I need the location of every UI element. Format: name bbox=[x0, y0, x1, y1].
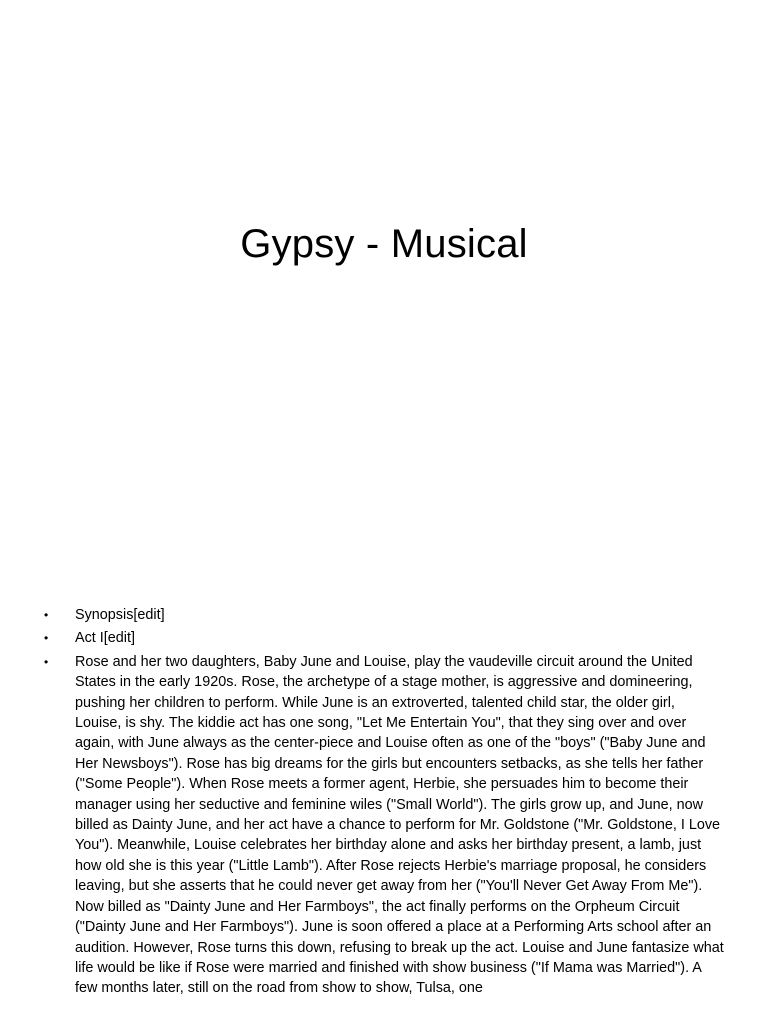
slide-title: Gypsy - Musical bbox=[240, 222, 528, 266]
bullet-item-plot bbox=[44, 652, 724, 999]
bullet-marker: • bbox=[44, 654, 49, 669]
bullet-marker: • bbox=[44, 608, 49, 622]
bullet-item-synopsis bbox=[44, 605, 724, 625]
bullet-marker: • bbox=[44, 631, 49, 646]
bullet-item-act-one bbox=[44, 628, 724, 648]
bullet-text: Synopsis[edit] bbox=[75, 607, 165, 623]
bullet-text: Act I[edit] bbox=[75, 630, 135, 647]
bullet-text: Rose and her two daughters, Baby June and Louise, play the vaudeville circuit around the United States in the early 1920s. Rose, the archetype of a stage mother, is aggressive and domineering, pushing her children to perform. While June is an extroverted, talented child star, the older girl, Louise, is shy. The kiddie act has one song, "Let Me Entertain You", that they sing over and over again, with June always as the center-piece and Louise often as one of the "boys" ("Baby June and Her Newsboys"). Rose has big dreams for the girls but encounters setbacks, as she tells her father ("Some People"). When Rose meets a former agent, Herbie, she persuades him to become their manager using her seductive and feminine wiles ("Small World"). The girls grow up, and June, now billed as Dainty June, and her act have a chance to perform for Mr. Goldstone ("Mr. Goldstone, I Love You"). Meanwhile, Louise celebrates her birthday alone and asks her birthday present, a lamb, just how old she is this year ("Little Lamb"). After Rose rejects Herbie's marriage proposal, he considers leaving, but she asserts that he could never get away from her ("You'll Never Get Away From Me"). Now billed as "Dainty June and Her Farmboys", the act finally performs on the Orpheum Circuit ("Dainty June and Her Farmboys"). June is soon offered a place at a Performing Arts school after an audition. However, Rose turns this down, refusing to break up the act. Louise and June fantasize what life would be like if Rose were married and finished with show business ("If Mama was Married"). A few months later, still on the road from show to show, Tulsa, one bbox=[75, 653, 724, 997]
bullet-list bbox=[44, 605, 724, 1002]
